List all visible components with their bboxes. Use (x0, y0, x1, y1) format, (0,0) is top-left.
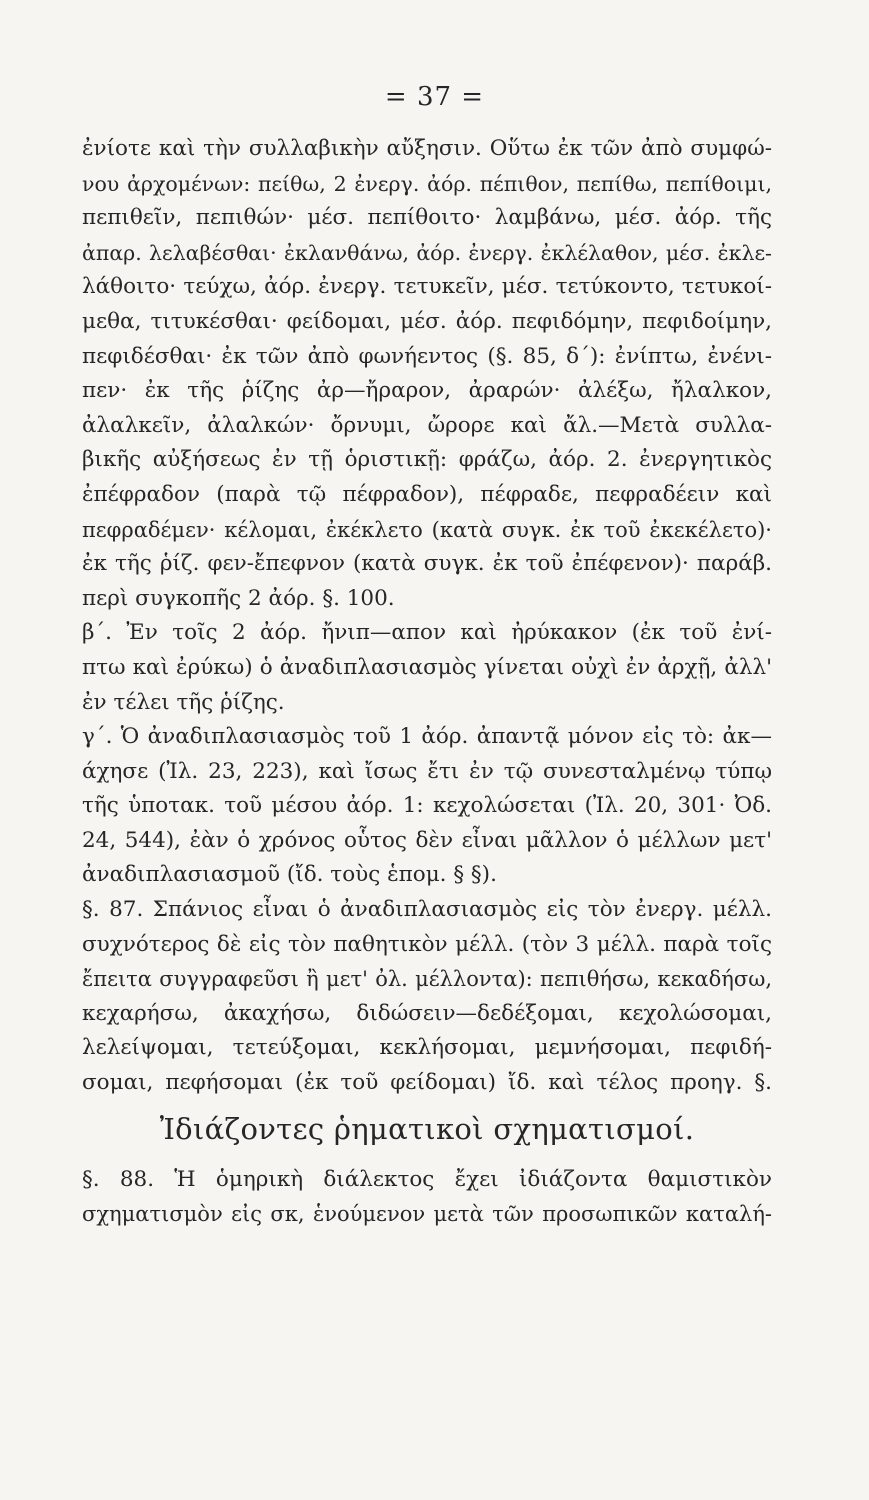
text-line: β΄. Ἐν τοῖς 2 ἀόρ. ἤνιπ—απον καὶ ἠρύκακον (ἐκ τοῦ ἐνί- (82, 620, 772, 646)
text-line: λελείψομαι, τετεύξομαι, κεκλήσομαι, μεμνήσομαι, πεφιδή- (82, 1035, 772, 1061)
text-line: πεφιδέσθαι· ἐκ τῶν ἀπὸ φωνήεντος (§. 85, δ΄): ἐνίπτω, ἐνένι- (82, 343, 772, 369)
text-line: σομαι, πεφήσομαι (ἐκ τοῦ φείδομαι) ἴδ. καὶ τέλος προηγ. §. (82, 1070, 772, 1096)
text-line: τῆς ὑποτακ. τοῦ μέσου ἀόρ. 1: κεχολώσεται (Ἰλ. 20, 301· Ὀδ. (82, 793, 772, 819)
text-line: ἐν τέλει τῆς ῥίζης. (82, 689, 285, 715)
text-line: άχησε (Ἰλ. 23, 223), καὶ ἴσως ἔτι ἐν τῷ συνεσταλμένῳ τύπῳ (82, 758, 772, 784)
text-line: γ΄. Ὁ ἀναδιπλασιασμὸς τοῦ 1 ἀόρ. ἀπαντᾷ μόνον εἰς τὸ: ἀκ— (82, 724, 772, 750)
text-line: πεφραδέμεν· κέλομαι, ἐκέκλετο (κατὰ συγκ. ἐκ τοῦ ἐκεκέλετο)· (82, 517, 772, 542)
text-line: ἐκ τῆς ῥίζ. φεν-ἔπεφνον (κατὰ συγκ. ἐκ τοῦ ἐπέφενον)· παράβ. (82, 551, 772, 577)
text-line: λάθοιτο· τεύχω, ἀόρ. ἐνεργ. τετυκεῖν, μέσ. τετύκοντο, τετυκοί- (82, 274, 772, 300)
text-line: ἐνίοτε καὶ τὴν συλλαβικὴν αὔξησιν. Οὕτω ἐκ τῶν ἀπὸ συμφώ- (82, 136, 772, 161)
text-line: βικῆς αὐξήσεως ἐν τῇ ὁριστικῇ: φράζω, ἀόρ. 2. ἐνεργητικὸς (82, 447, 772, 473)
text-line: ἐπέφραδον (παρὰ τῷ πέφραδον), πέφραδε, πεφραδέειν καὶ (82, 481, 772, 507)
text-line: ἀλαλκεῖν, ἀλαλκών· ὄρνυμι, ὤρορε καὶ ἄλ.—Μετὰ συλλα- (82, 412, 772, 438)
text-line: μεθα, τιτυκέσθαι· φείδομαι, μέσ. ἀόρ. πεφιδόμην, πεφιδοίμην, (82, 308, 772, 334)
text-line: νου ἀρχομένων: πείθω, 2 ἐνεργ. ἀόρ. πέπιθον, πεπίθω, πεπίθοιμι, (82, 171, 772, 196)
page-number: = 37 = (384, 82, 485, 112)
text-line: συχνότερος δὲ εἰς τὸν παθητικὸν μέλλ. (τὸν 3 μέλλ. παρὰ τοῖς (82, 931, 772, 957)
text-line: ἀναδιπλασιασμοῦ (ἴδ. τοὺς ἑπομ. § §). (82, 862, 497, 888)
paragraph-block (82, 1163, 772, 1232)
text-line: σχηματισμὸν εἰς σκ, ἑνούμενον μετὰ τῶν προσωπικῶν καταλή- (82, 1202, 772, 1227)
text-line: πτω καὶ ἐρύκω) ὁ ἀναδιπλασιασμὸς γίνεται οὐχὶ ἐν ἀρχῇ, ἀλλ' (82, 654, 772, 680)
text-line: κεχαρήσω, ἀκαχήσω, διδώσειν—δεδέξομαι, κεχολώσομαι, (82, 1000, 772, 1026)
text-line: 24, 544), ἐὰν ὁ χρόνος οὗτος δὲν εἶναι μᾶλλον ὁ μέλλων μετ' (82, 827, 772, 853)
section-heading: Ἰδιάζοντες ῥηματικοὶ σχηματισμοί. (159, 1111, 695, 1146)
text-line: §. 88. Ἡ ὁμηρικὴ διάλεκτος ἔχει ἰδιάζοντα θαμιστικὸν (82, 1166, 772, 1192)
text-line: πεπιθεῖν, πεπιθών· μέσ. πεπίθοιτο· λαμβάνω, μέσ. ἀόρ. τῆς (82, 205, 772, 231)
text-line: ἔπειτα συγγραφεῦσι ἢ μετ' ὀλ. μέλλοντα): πεπιθήσω, κεκαδήσω, (82, 967, 772, 992)
text-line: §. 87. Σπάνιος εἶναι ὁ ἀναδιπλασιασμὸς εἰς τὸν ἐνεργ. μέλλ. (82, 897, 772, 923)
body-text (82, 132, 772, 1232)
text-line: πεν· ἐκ τῆς ῥίζης ἀρ—ἤραρον, ἀραρών· ἀλέξω, ἤλαλκον, (82, 378, 772, 404)
text-line: ἀπαρ. λελαβέσθαι· ἐκλανθάνω, ἀόρ. ἐνεργ. ἐκλέλαθον, μέσ. ἐκλε- (82, 240, 772, 265)
paragraph-block (82, 132, 772, 1101)
text-line: περὶ συγκοπῆς 2 ἀόρ. §. 100. (82, 585, 395, 611)
